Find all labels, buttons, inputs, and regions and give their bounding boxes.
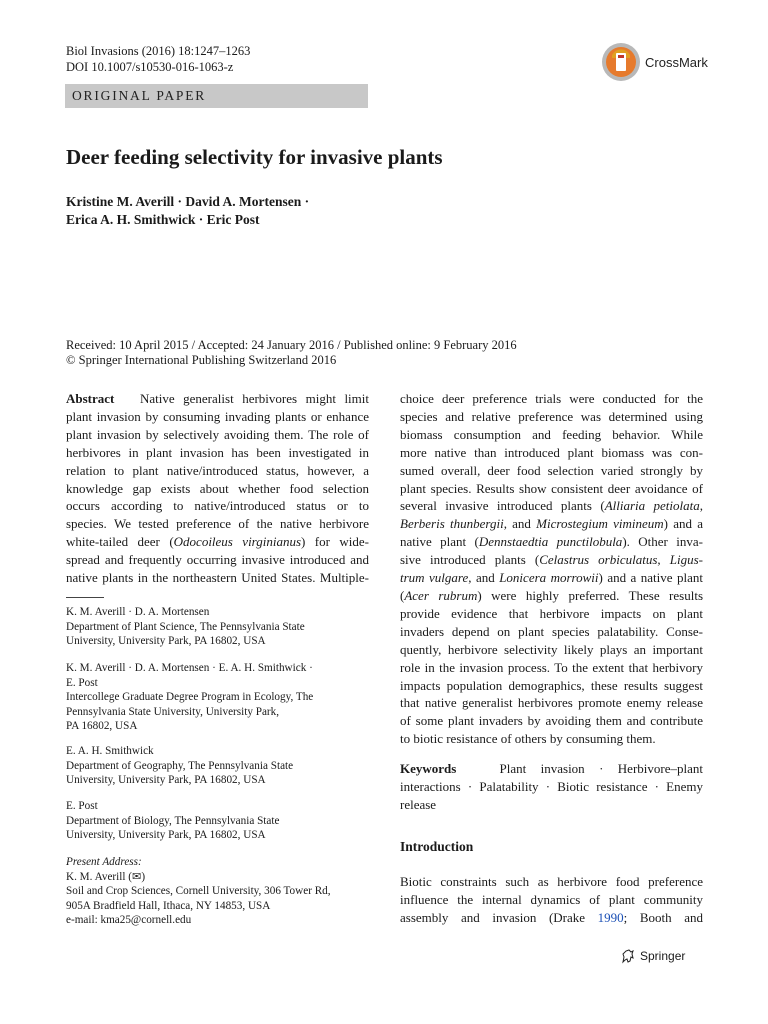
publication-dates: Received: 10 April 2015 / Accepted: 24 January 2016 / Published online: 9 February 2016 — [66, 338, 517, 352]
affiliation-block: K. M. Averill · D. A. Mortensen · E. A. H. Smithwick · E. Post Intercollege Graduate Degree Program in Ecology, The Pennsylvania State University, University Park, PA 16802, USA — [66, 662, 314, 732]
abstract-left-column: Abstract Native generalist herbivores might limit plant invasion by consuming invading plants or enhance plant invasion by selectively avoiding them. The role of herbivores in plant invasion has been investigated in relation to plant native/introduced status, however, a knowledge gap exists about whether food selection occurs according to native/introduced status or to species. We tested preference of the native herbivore white-tailed deer (Odocoileus virginianus) for wide- spread and frequently occurring invasive introduced and native plants in the northeastern United States. Multiple- — [66, 391, 370, 586]
affiliation-block: E. Post Department of Biology, The Pennsylvania State University, University Park, PA 16802, USA — [66, 800, 280, 841]
abstract-heading: Abstract — [66, 391, 115, 406]
contact-email[interactable]: e-mail: kma25@cornell.edu — [66, 914, 192, 926]
publisher-name: Springer — [640, 949, 686, 963]
species-name: Lonicera morrowii — [499, 570, 599, 586]
species-name: Acer rubrum — [404, 587, 478, 603]
author-line: Kristine M. Averill · David A. Mortensen · — [66, 194, 310, 209]
keywords-heading: Keywords — [400, 761, 457, 777]
species-name: Odocoileus virginianus — [173, 534, 302, 550]
copyright-notice: © Springer International Publishing Switzerland 2016 — [66, 353, 337, 367]
crossmark-label: CrossMark — [645, 54, 708, 70]
article-dates — [66, 338, 517, 368]
species-name: Microstegium vimineum — [536, 516, 664, 532]
affiliation-block: E. A. H. Smithwick Department of Geography, The Pennsylvania State University, University Park, PA 16802, USA — [66, 745, 294, 786]
species-name: trum vulgare — [400, 570, 469, 586]
keywords-line: Keywords Plant invasion · Herbivore–plant — [400, 761, 703, 777]
present-address-label: Present Address: — [66, 856, 142, 868]
publisher-logo — [620, 948, 685, 964]
footnote-divider — [66, 597, 104, 598]
author-line: Erica A. H. Smithwick · Eric Post — [66, 212, 260, 227]
author-list — [66, 193, 309, 229]
crossmark-badge[interactable] — [601, 42, 711, 82]
species-name: Dennstaedtia punctilobula — [478, 534, 623, 550]
species-name: Alliaria petiolata — [604, 498, 700, 514]
species-name: Berberis thunbergii — [400, 516, 504, 532]
springer-horse-icon — [620, 948, 636, 964]
crossmark-icon — [601, 42, 641, 82]
abstract-right-column: choice deer preference trials were conducted for the species and relative preference was determined using biomass consumption and feeding behavior. While more native than introduced plant biomass was con- sumed overall, deer food selection varied strongly by plant species. Results show consistent deer avoidance of several invasive introduced plants (Alliaria petiolata, Berberis thunbergii, and Microstegium vimineum) and a native plant (Dennstaedtia punctilobula). Other inva- sive introduced plants (Celastrus orbiculatus, Ligus- trum vulgare, and Lonicera morrowii) and a native plant (Acer rubrum) were highly preferred. These results provide evidence that herbivore impacts on plant invaders depend on plant species palatability. Conse- quently, herbivore selectivity likely plays an important role in the invasion process. To the extent that herbivory impacts population demographics, these results suggest that native generalist herbivores promote enemy release of some plant invaders by avoiding them and contribute to biotic resistance of others by consuming them. Keywords Plant invasion · Herbivore–plant interactions · Palatability · Biotic resistance · Enemy release — [400, 391, 704, 812]
introduction-text: Biotic constraints such as herbivore food preference influence the internal dynamics of plant community assembly and invasion (Drake 1990; Booth and — [400, 874, 703, 925]
abstract-line: Abstract Native generalist herbivores might limit — [66, 391, 370, 406]
section-heading-introduction: Introduction — [400, 839, 474, 854]
article-title: Deer feeding selectivity for invasive plants — [66, 145, 443, 169]
affiliation-block: K. M. Averill · D. A. Mortensen Department of Plant Science, The Pennsylvania State University, University Park, PA 16802, USA — [66, 606, 305, 647]
species-name: Ligus- — [669, 552, 703, 568]
species-name: Celastrus orbiculatus — [539, 552, 658, 568]
citation-link[interactable]: 1990 — [597, 909, 624, 925]
article-type-label: ORIGINAL PAPER — [72, 88, 207, 103]
envelope-icon: ✉ — [131, 870, 142, 883]
doi[interactable]: DOI 10.1007/s10530-016-1063-z — [66, 60, 234, 74]
present-address-block: Present Address: K. M. Averill (✉) Soil and Crop Sciences, Cornell University, 306 Tower Rd, 905A Bradfield Hall, Ithaca, NY 14853, USA e-mail: kma25@cornell.edu — [66, 855, 369, 928]
journal-citation: Biol Invasions (2016) 18:1247–1263 — [66, 44, 251, 58]
